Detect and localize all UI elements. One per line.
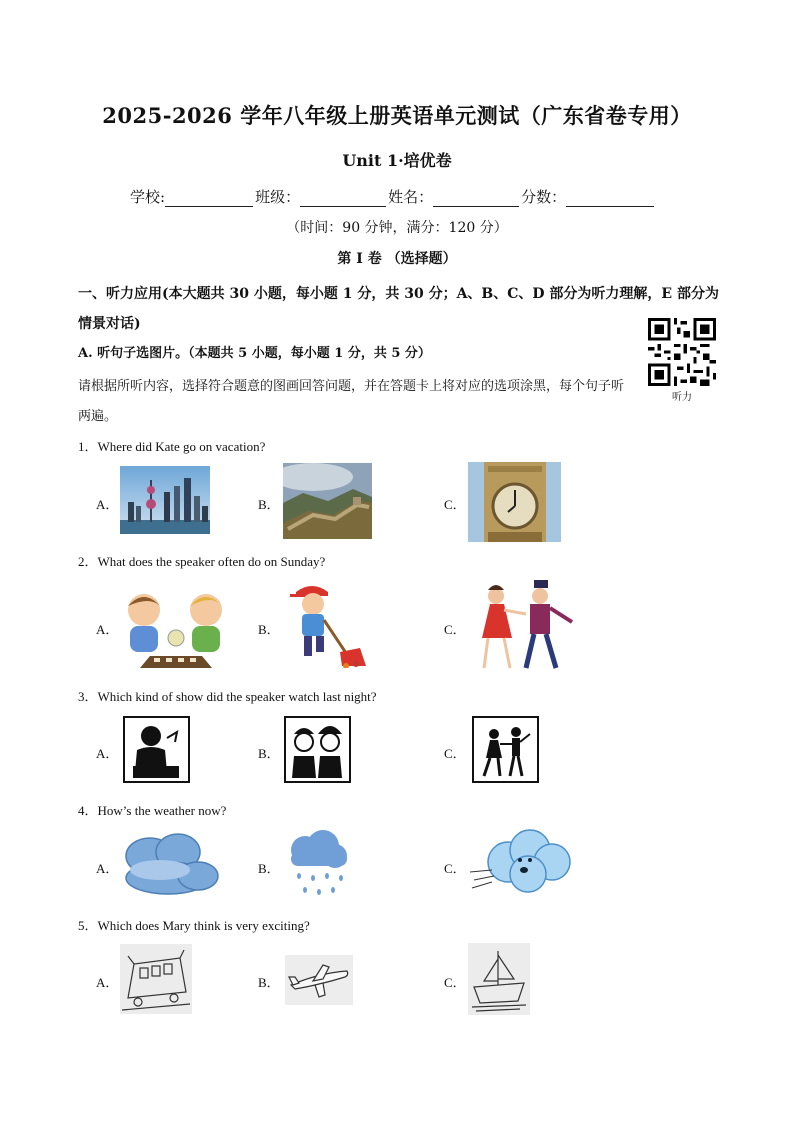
crosstalk-show[interactable] <box>123 716 190 783</box>
name-field[interactable] <box>433 190 519 207</box>
question-4: 4．How’s the weather now? <box>78 803 227 818</box>
time-note: （时间：90 分钟，满分：120 分） <box>286 220 508 236</box>
part-title: 第 I 卷 （选择题） <box>337 251 457 267</box>
class-field[interactable] <box>300 190 386 207</box>
boy-sweeping-leaves[interactable] <box>286 582 368 668</box>
question-1: 1．Where did Kate go on vacation? <box>78 439 266 454</box>
train-icon[interactable] <box>120 944 192 1014</box>
q3-option-c-label[interactable]: C． <box>444 746 466 761</box>
q1-option-c-label[interactable]: C． <box>444 497 466 512</box>
q2-option-a-label[interactable]: A． <box>96 622 119 637</box>
q4-option-c-label[interactable]: C． <box>444 861 466 876</box>
qr-label: 听力 <box>672 392 692 403</box>
peking-opera[interactable] <box>284 716 351 783</box>
q1-option-a-label[interactable]: A． <box>96 497 119 512</box>
rainy-icon[interactable] <box>285 828 349 902</box>
couple-dancing[interactable] <box>468 578 576 673</box>
q2-option-b-label[interactable]: B． <box>258 622 280 637</box>
q4-option-a-label[interactable]: A． <box>96 861 119 876</box>
school-label: 学校: <box>130 188 166 206</box>
dance-show[interactable] <box>472 716 539 783</box>
big-ben-photo[interactable] <box>468 462 561 542</box>
windy-icon[interactable] <box>468 826 580 898</box>
student-info-row <box>130 186 656 207</box>
question-5: 5．Which does Mary think is very exciting? <box>78 918 310 933</box>
cloudy-icon[interactable] <box>120 830 220 900</box>
name-label: 姓名： <box>388 188 434 206</box>
score-field[interactable] <box>566 190 654 207</box>
score-label: 分数： <box>521 188 567 206</box>
page-subtitle: Unit 1·培优卷 <box>342 151 452 170</box>
q5-option-a-label[interactable]: A． <box>96 975 119 990</box>
q5-option-c-label[interactable]: C． <box>444 975 466 990</box>
sub-heading: A. 听句子选图片。（本题共 5 小题，每小题 1 分，共 5 分） <box>78 346 431 361</box>
q5-option-b-label[interactable]: B． <box>258 975 280 990</box>
plane-icon[interactable] <box>285 955 353 1005</box>
page-title: 2025-2026 学年八年级上册英语单元测试（广东省卷专用） <box>102 103 692 128</box>
school-field[interactable] <box>165 190 253 207</box>
q2-option-c-label[interactable]: C． <box>444 622 466 637</box>
question-3: 3．Which kind of show did the speaker watch last night? <box>78 689 377 704</box>
section-heading: 一、听力应用(本大题共 30 小题，每小题 1 分，共 30 分；A、B、C、D 部分为听力理解，E 部分为情景对话) <box>78 286 719 332</box>
q3-option-b-label[interactable]: B． <box>258 746 280 761</box>
qr-code-icon[interactable] <box>648 318 716 386</box>
q4-option-b-label[interactable]: B． <box>258 861 280 876</box>
q3-option-a-label[interactable]: A． <box>96 746 119 761</box>
kids-playing-chess[interactable] <box>120 582 232 670</box>
shanghai-skyline-photo[interactable] <box>120 466 210 534</box>
question-2: 2．What does the speaker often do on Sunday? <box>78 554 326 569</box>
class-label: 班级： <box>255 188 301 206</box>
instructions: 请根据所听内容，选择符合题意的图画回答问题，并在答题卡上将对应的选项涂黑，每个句子听两遍。 <box>78 379 625 424</box>
ship-icon[interactable] <box>468 943 530 1015</box>
great-wall-photo[interactable] <box>283 463 372 539</box>
q1-option-b-label[interactable]: B． <box>258 497 280 512</box>
